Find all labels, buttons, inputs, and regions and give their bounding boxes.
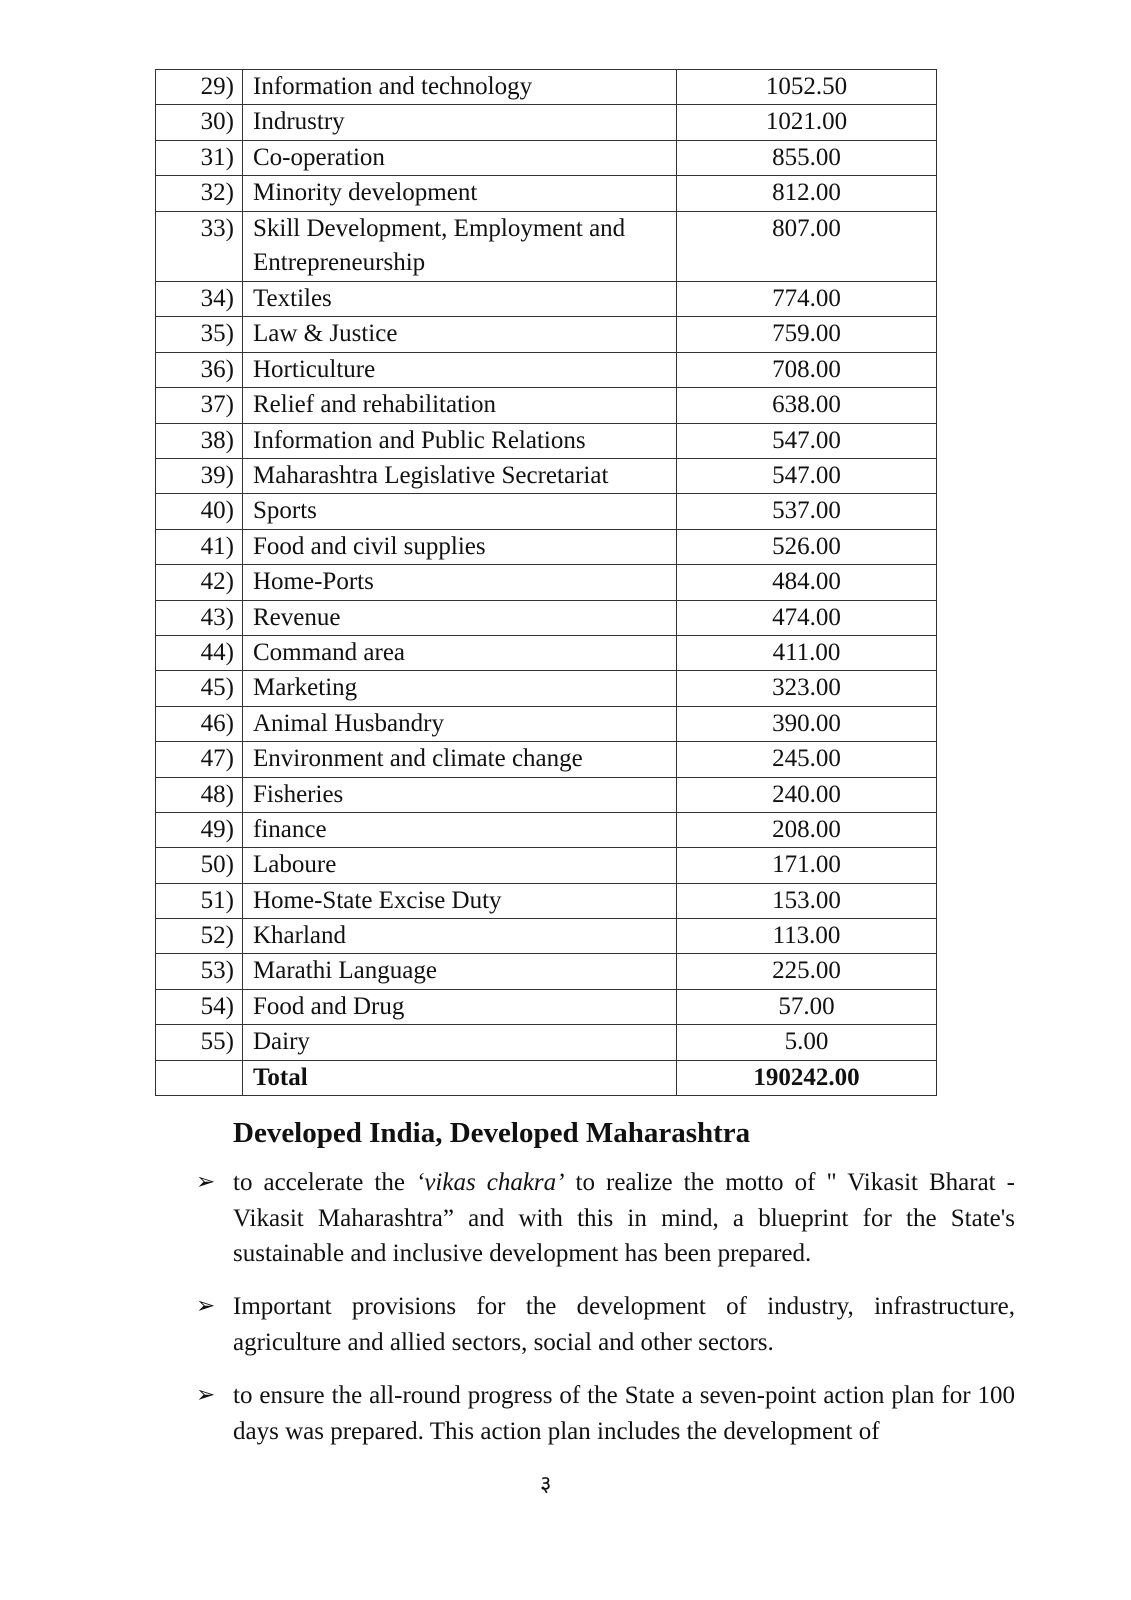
table-row (156, 105, 937, 140)
bullet-1-emphasis: ‘vikas chakra’ (416, 1169, 565, 1196)
table-row (156, 70, 937, 105)
row-department: Information and technology (243, 70, 677, 105)
table-row (156, 883, 937, 918)
row-amount: 153.00 (677, 883, 937, 918)
row-number: 38) (156, 423, 243, 458)
section-heading: Developed India, Developed Maharashtra (233, 1117, 751, 1149)
row-amount: 708.00 (677, 352, 937, 387)
row-number: 39) (156, 459, 243, 494)
row-department: Environment and climate change (243, 742, 677, 777)
bullet-1-post: to realize the motto of " Vikasit Bharat - Vikasit Maharashtra” and with this in mind, a blueprint for the State's sustainable and inclusive development has been prepared. (233, 1169, 1015, 1267)
table-row (156, 423, 937, 458)
row-amount: 390.00 (677, 706, 937, 741)
row-department: Law & Justice (243, 317, 677, 352)
row-amount: 547.00 (677, 459, 937, 494)
row-amount: 855.00 (677, 140, 937, 175)
row-amount: 812.00 (677, 176, 937, 211)
row-number: 44) (156, 635, 243, 670)
row-department: Revenue (243, 600, 677, 635)
table-row (156, 317, 937, 352)
table-row (156, 211, 937, 282)
row-department: Food and Drug (243, 989, 677, 1024)
total-value: 190242.00 (677, 1060, 937, 1095)
row-number: 35) (156, 317, 243, 352)
table-row (156, 494, 937, 529)
row-number: 45) (156, 671, 243, 706)
table-row (156, 140, 937, 175)
row-amount: 774.00 (677, 282, 937, 317)
row-amount: 537.00 (677, 494, 937, 529)
row-department: Fisheries (243, 777, 677, 812)
table-row (156, 1025, 937, 1060)
row-number: 36) (156, 352, 243, 387)
row-amount: 225.00 (677, 954, 937, 989)
row-department: Maharashtra Legislative Secretariat (243, 459, 677, 494)
row-department: Food and civil supplies (243, 529, 677, 564)
table-row (156, 388, 937, 423)
table-row (156, 706, 937, 741)
row-amount: 526.00 (677, 529, 937, 564)
table-row (156, 282, 937, 317)
row-number: 40) (156, 494, 243, 529)
row-number: 31) (156, 140, 243, 175)
row-number: 37) (156, 388, 243, 423)
row-number: 52) (156, 919, 243, 954)
row-number: 55) (156, 1025, 243, 1060)
table-row (156, 565, 937, 600)
arrowhead-bullet-icon: ➢ (196, 1382, 216, 1407)
table-row (156, 635, 937, 670)
row-amount: 484.00 (677, 565, 937, 600)
row-number: 46) (156, 706, 243, 741)
row-amount: 57.00 (677, 989, 937, 1024)
table-row (156, 742, 937, 777)
page-number: ३ (540, 1471, 552, 1496)
bullet-paragraph-2: Important provisions for the development of industry, infrastructure, agriculture and allied sectors, social and other sectors. (233, 1293, 1015, 1356)
table-row (156, 352, 937, 387)
row-department: Skill Development, Employment and Entrepreneurship (243, 211, 677, 282)
row-amount: 5.00 (677, 1025, 937, 1060)
table-row (156, 671, 937, 706)
row-department: Sports (243, 494, 677, 529)
row-amount: 759.00 (677, 317, 937, 352)
row-amount: 474.00 (677, 600, 937, 635)
row-department: Marketing (243, 671, 677, 706)
row-department: Relief and rehabilitation (243, 388, 677, 423)
row-department: Animal Husbandry (243, 706, 677, 741)
table-row (156, 529, 937, 564)
row-amount: 208.00 (677, 812, 937, 847)
row-department: Minority development (243, 176, 677, 211)
arrowhead-bullet-icon: ➢ (196, 1293, 216, 1318)
table-row (156, 848, 937, 883)
row-number: 50) (156, 848, 243, 883)
row-department: Kharland (243, 919, 677, 954)
table-row (156, 459, 937, 494)
table-row (156, 989, 937, 1024)
row-amount: 323.00 (677, 671, 937, 706)
table-row (156, 777, 937, 812)
row-number: 47) (156, 742, 243, 777)
row-amount: 245.00 (677, 742, 937, 777)
budget-table-body (156, 70, 937, 1096)
row-number: 53) (156, 954, 243, 989)
row-amount: 240.00 (677, 777, 937, 812)
total-row (156, 1060, 937, 1095)
row-department: Horticulture (243, 352, 677, 387)
row-number: 48) (156, 777, 243, 812)
row-department: finance (243, 812, 677, 847)
row-number: 32) (156, 176, 243, 211)
row-amount: 807.00 (677, 211, 937, 282)
row-amount: 638.00 (677, 388, 937, 423)
table-row (156, 812, 937, 847)
budget-table (155, 69, 937, 1096)
row-amount: 171.00 (677, 848, 937, 883)
bullet-paragraph-3: to ensure the all-round progress of the State a seven-point action plan for 100 days was prepared. This action plan includes the development of (233, 1382, 1015, 1445)
row-amount: 547.00 (677, 423, 937, 458)
row-number: 33) (156, 211, 243, 282)
row-number: 41) (156, 529, 243, 564)
row-number: 29) (156, 70, 243, 105)
total-number-cell (156, 1060, 243, 1095)
row-department: Indrustry (243, 105, 677, 140)
row-amount: 1021.00 (677, 105, 937, 140)
table-row (156, 600, 937, 635)
row-number: 51) (156, 883, 243, 918)
row-department: Command area (243, 635, 677, 670)
table-row (156, 919, 937, 954)
row-amount: 113.00 (677, 919, 937, 954)
bullet-paragraph-1 (233, 1165, 1015, 1272)
row-amount: 411.00 (677, 635, 937, 670)
row-number: 34) (156, 282, 243, 317)
row-department: Co-operation (243, 140, 677, 175)
row-number: 54) (156, 989, 243, 1024)
row-number: 49) (156, 812, 243, 847)
arrowhead-bullet-icon: ➢ (196, 1169, 216, 1194)
row-amount: 1052.50 (677, 70, 937, 105)
row-department: Information and Public Relations (243, 423, 677, 458)
row-department: Home-Ports (243, 565, 677, 600)
row-department: Laboure (243, 848, 677, 883)
row-department: Textiles (243, 282, 677, 317)
row-number: 42) (156, 565, 243, 600)
row-department: Dairy (243, 1025, 677, 1060)
row-department: Marathi Language (243, 954, 677, 989)
total-label: Total (243, 1060, 677, 1095)
row-number: 30) (156, 105, 243, 140)
row-department: Home-State Excise Duty (243, 883, 677, 918)
row-number: 43) (156, 600, 243, 635)
table-row (156, 176, 937, 211)
bullet-1-pre: to accelerate the (233, 1169, 416, 1196)
table-row (156, 954, 937, 989)
